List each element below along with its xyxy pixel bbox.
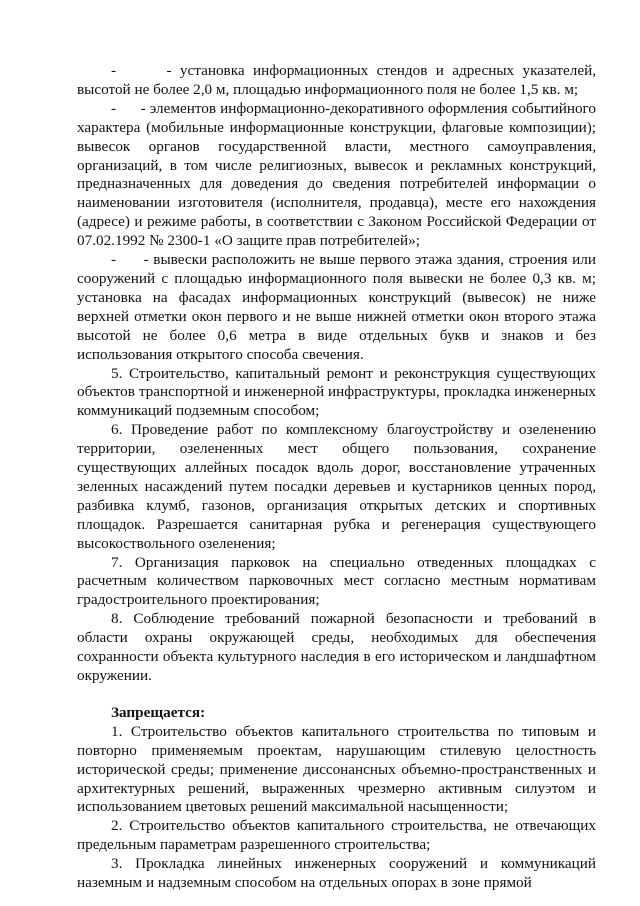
prohibited-item-3: 3. Прокладка линейных инженерных сооружений и коммуникаций наземным и надземным способом на отдельных опорах в зоне прямой [77,855,596,892]
prohibited-item-1: 1. Строительство объектов капитального строительства по типовым и повторно применяемым проектам, нарушающим стилевую целостность исторической среды; применение диссонансных объемно-пространственных и архитектурных решений, выраженных чрезмерно активным силуэтом и использованием цветовых решений максимальной насыщенности; [77,722,596,816]
paragraph-8: 8. Соблюдение требований пожарной безопасности и требований в области охраны окружающей среды, необходимых для обеспечения сохранности объекта культурного наследия в его историческом и ландшафтном окружении. [77,610,596,684]
paragraph-7: 7. Организация парковок на специально отведенных площадках с расчетным количеством парковочных мест согласно местным нормативам градостроительного проектирования; [77,553,596,609]
document-page [77,62,596,893]
list-item-signage: - - вывески расположить не выше первого этажа здания, строения или сооружений с площадью информационного поля вывески не более 0,3 кв. м; установка на фасадах информационных конструкций (вывесок) не ниже верхней отметки окон первого и не выше нижней отметки окон второго этажа высотой не более 0,6 метра в виде отдельных букв и знаков и без использования открытого способа свечения. [77,251,596,363]
list-item-info-stands: - - установка информационных стендов и адресных указателей, высотой не более 2,0 м, площадью информационного поля не более 1,5 кв. м; [77,62,596,98]
paragraph-5: 5. Строительство, капитальный ремонт и реконструкция существующих объектов транспортной и инженерной инфраструктуры, прокладка инженерных коммуникаций подземным способом; [77,364,596,420]
prohibited-item-2: 2. Строительство объектов капитального строительства, не отвечающих предельным параметрам разрешенного строительства; [77,817,596,854]
paragraph-6: 6. Проведение работ по комплексному благоустройству и озеленению территории, озелененных мест общего пользования, сохранение существующих аллейных посадок вдоль дорог, восстановление утраченных зеленных насаждений путем посадки деревьев и кустарников ценных пород, разбивка клумб, газонов, организация открытых детских и спортивных площадок. Разрешается санитарная рубка и регенерация существующего высокоствольного озеленения; [77,421,596,552]
list-item-decorative-elements: - - элементов информационно-декоративного оформления событийного характера (мобильные информационные конструкции, флаговые композиции); вывесок органов государственной власти, местного самоуправления, организаций, в том числе религиозных, вывесок и рекламных конструкций, предназначенных для доведения до сведения потребителей информации о наименовании изготовителя (исполнителя, продавца), месте его нахождения (адресе) и режиме работы, в соответствии с Законом Российской Федерации от 07.02.1992 № 2300-1 «О защите прав потребителей»; [77,99,596,250]
section-heading-prohibited: Запрещается: [111,703,206,721]
